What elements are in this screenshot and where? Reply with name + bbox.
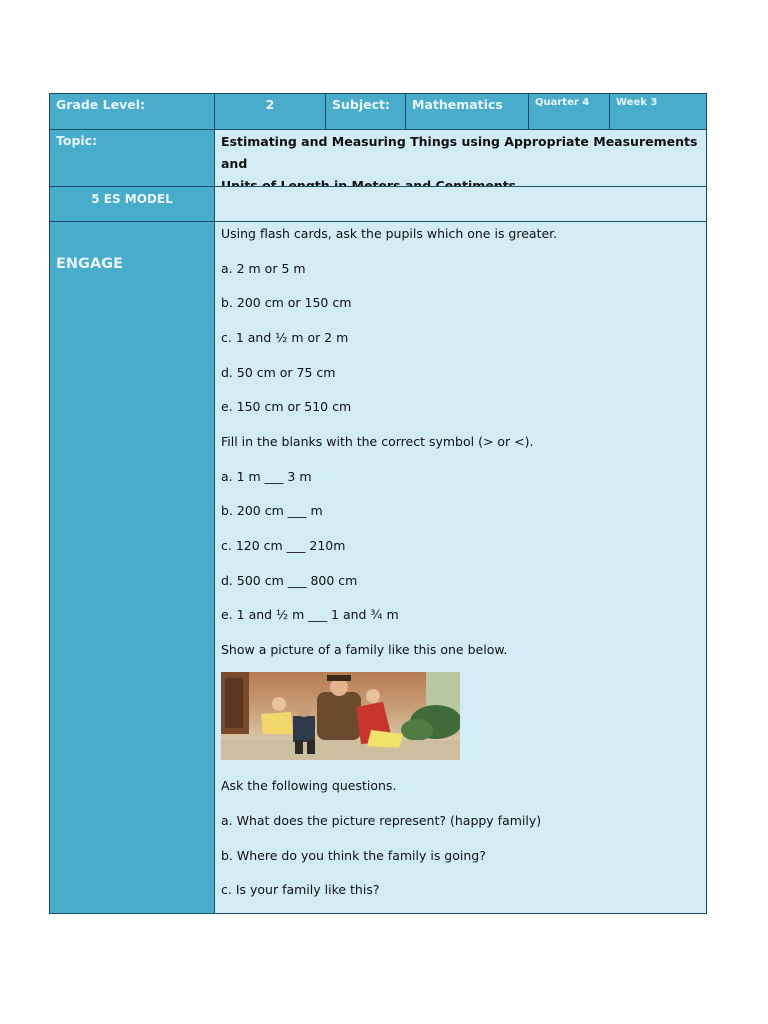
subject-value-cell: [405, 93, 529, 130]
topic-label-cell: [49, 129, 215, 187]
fill-intro: Fill in the blanks with the correct symbol (> or <).: [221, 434, 534, 449]
compare-item: a. 2 m or 5 m: [221, 261, 306, 276]
engage-label-cell: [49, 221, 215, 914]
fill-item: e. 1 and ½ m ___ 1 and ¾ m: [221, 607, 399, 622]
fill-item: a. 1 m ___ 3 m: [221, 469, 312, 484]
grade-level-label: Grade Level:: [56, 97, 145, 112]
grade-level-value-cell: [214, 93, 326, 130]
subject-label: Subject:: [332, 97, 390, 112]
week-value: Week 3: [616, 97, 658, 108]
question-item: b. Where do you think the family is going?: [221, 848, 486, 863]
model-value-cell: [214, 186, 707, 222]
grade-level-label-cell: [49, 93, 215, 130]
grade-level-value: 2: [265, 97, 275, 112]
engage-content-cell: [214, 221, 707, 914]
compare-item: e. 150 cm or 510 cm: [221, 399, 352, 414]
picture-intro: Show a picture of a family like this one below.: [221, 642, 508, 657]
family-illustration: [221, 672, 460, 760]
model-label: 5 ES MODEL: [91, 192, 173, 206]
engage-intro: Using flash cards, ask the pupils which one is greater.: [221, 226, 558, 241]
topic-line-1: Estimating and Measuring Things using Appropriate Measurements and: [221, 134, 698, 171]
fill-item: b. 200 cm ___ m: [221, 503, 323, 518]
question-item: a. What does the picture represent? (happy family): [221, 813, 542, 828]
quarter-value: Quarter 4: [535, 97, 590, 108]
compare-item: c. 1 and ½ m or 2 m: [221, 330, 349, 345]
subject-value: Mathematics: [412, 97, 503, 112]
engage-label: ENGAGE: [56, 256, 123, 272]
compare-item: b. 200 cm or 150 cm: [221, 295, 352, 310]
model-label-cell: [49, 186, 215, 222]
subject-label-cell: [325, 93, 406, 130]
week-cell: [609, 93, 707, 130]
fill-item: c. 120 cm ___ 210m: [221, 538, 346, 553]
compare-item: d. 50 cm or 75 cm: [221, 365, 336, 380]
question-item: c. Is your family like this?: [221, 882, 380, 897]
topic-label: Topic:: [56, 133, 98, 148]
questions-intro: Ask the following questions.: [221, 778, 397, 793]
quarter-cell: [528, 93, 610, 130]
topic-text-cell: [214, 129, 707, 187]
family-picture: [221, 672, 460, 760]
fill-item: d. 500 cm ___ 800 cm: [221, 573, 358, 588]
